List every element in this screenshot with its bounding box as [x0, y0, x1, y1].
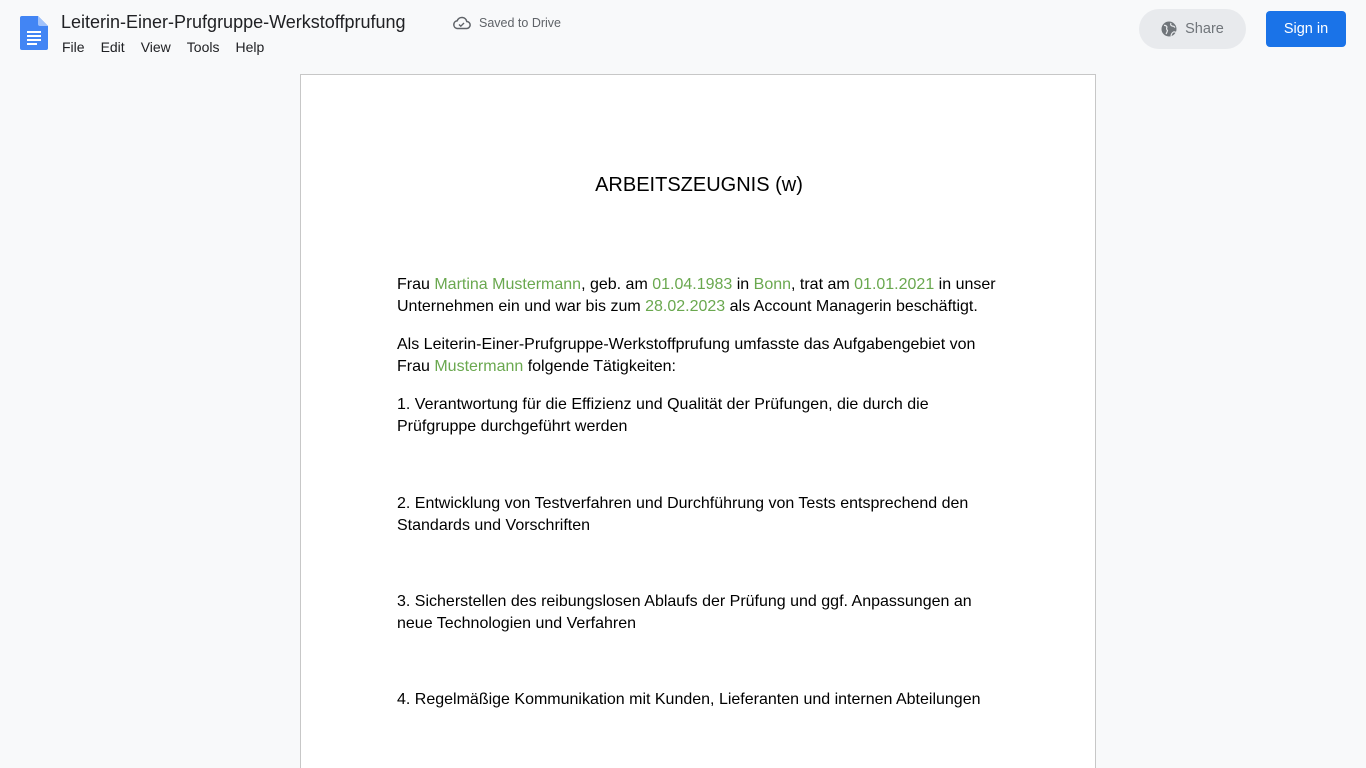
share-button-label: Share	[1185, 21, 1224, 37]
scope-text-1: Als Leiterin-Einer-Prufgruppe-Werkstoffprufung umfasste das Aufgabengebiet von Frau	[397, 336, 976, 375]
task-item: 2. Entwicklung von Testverfahren und Durchführung von Tests entsprechend den Standards und Vorschriften	[397, 495, 969, 534]
employee-name: Martina Mustermann	[434, 276, 582, 293]
task-item: 1. Verantwortung für die Effizienz und Qualität der Prüfungen, die durch die Prüfgruppe durchgeführt werden	[397, 396, 929, 435]
document-page	[300, 74, 1096, 768]
menu-help[interactable]: Help	[235, 39, 265, 55]
menu-file[interactable]: File	[62, 39, 85, 55]
share-button[interactable]	[1139, 9, 1246, 49]
save-status	[452, 14, 561, 32]
scope-text-2: folgende Tätigkeiten:	[523, 358, 676, 375]
globe-icon	[1161, 21, 1177, 37]
menu-view[interactable]: View	[140, 39, 171, 55]
birth-city: Bonn	[753, 276, 792, 293]
intro-text-2: , geb. am	[581, 276, 653, 293]
intro-paragraph	[397, 274, 1007, 318]
task-item: 3. Sicherstellen des reibungslosen Ablaufs der Prüfung und ggf. Anpassungen an neue Technologien und Verfahren	[397, 593, 972, 632]
menu-edit[interactable]: Edit	[100, 39, 125, 55]
sign-in-button[interactable]: Sign in	[1266, 11, 1346, 47]
scope-paragraph	[397, 334, 1007, 378]
task-item: 4. Regelmäßige Kommunikation mit Kunden, Lieferanten und internen Abteilungen	[397, 691, 981, 708]
intro-text-6: als Account Managerin beschäftigt.	[725, 298, 978, 315]
intro-text-3: in	[732, 276, 754, 293]
document-heading: ARBEITSZEUGNIS (w)	[595, 174, 803, 196]
intro-text-4: , trat am	[791, 276, 855, 293]
menu-bar	[54, 36, 272, 58]
intro-text-1: Frau	[397, 276, 435, 293]
end-date: 28.02.2023	[645, 298, 726, 315]
start-date: 01.01.2021	[854, 276, 935, 293]
intro-text-5: in unser Unternehmen ein und war bis zum	[397, 276, 996, 315]
menu-tools[interactable]: Tools	[186, 39, 220, 55]
cloud-done-icon	[452, 16, 471, 30]
birth-date: 01.04.1983	[652, 276, 733, 293]
employee-surname: Mustermann	[434, 358, 524, 375]
document-title[interactable]: Leiterin-Einer-Prufgruppe-Werkstoffprufung	[61, 12, 406, 32]
header-bar	[0, 0, 1366, 64]
google-docs-icon[interactable]	[20, 16, 48, 50]
save-status-label: Saved to Drive	[479, 16, 561, 30]
